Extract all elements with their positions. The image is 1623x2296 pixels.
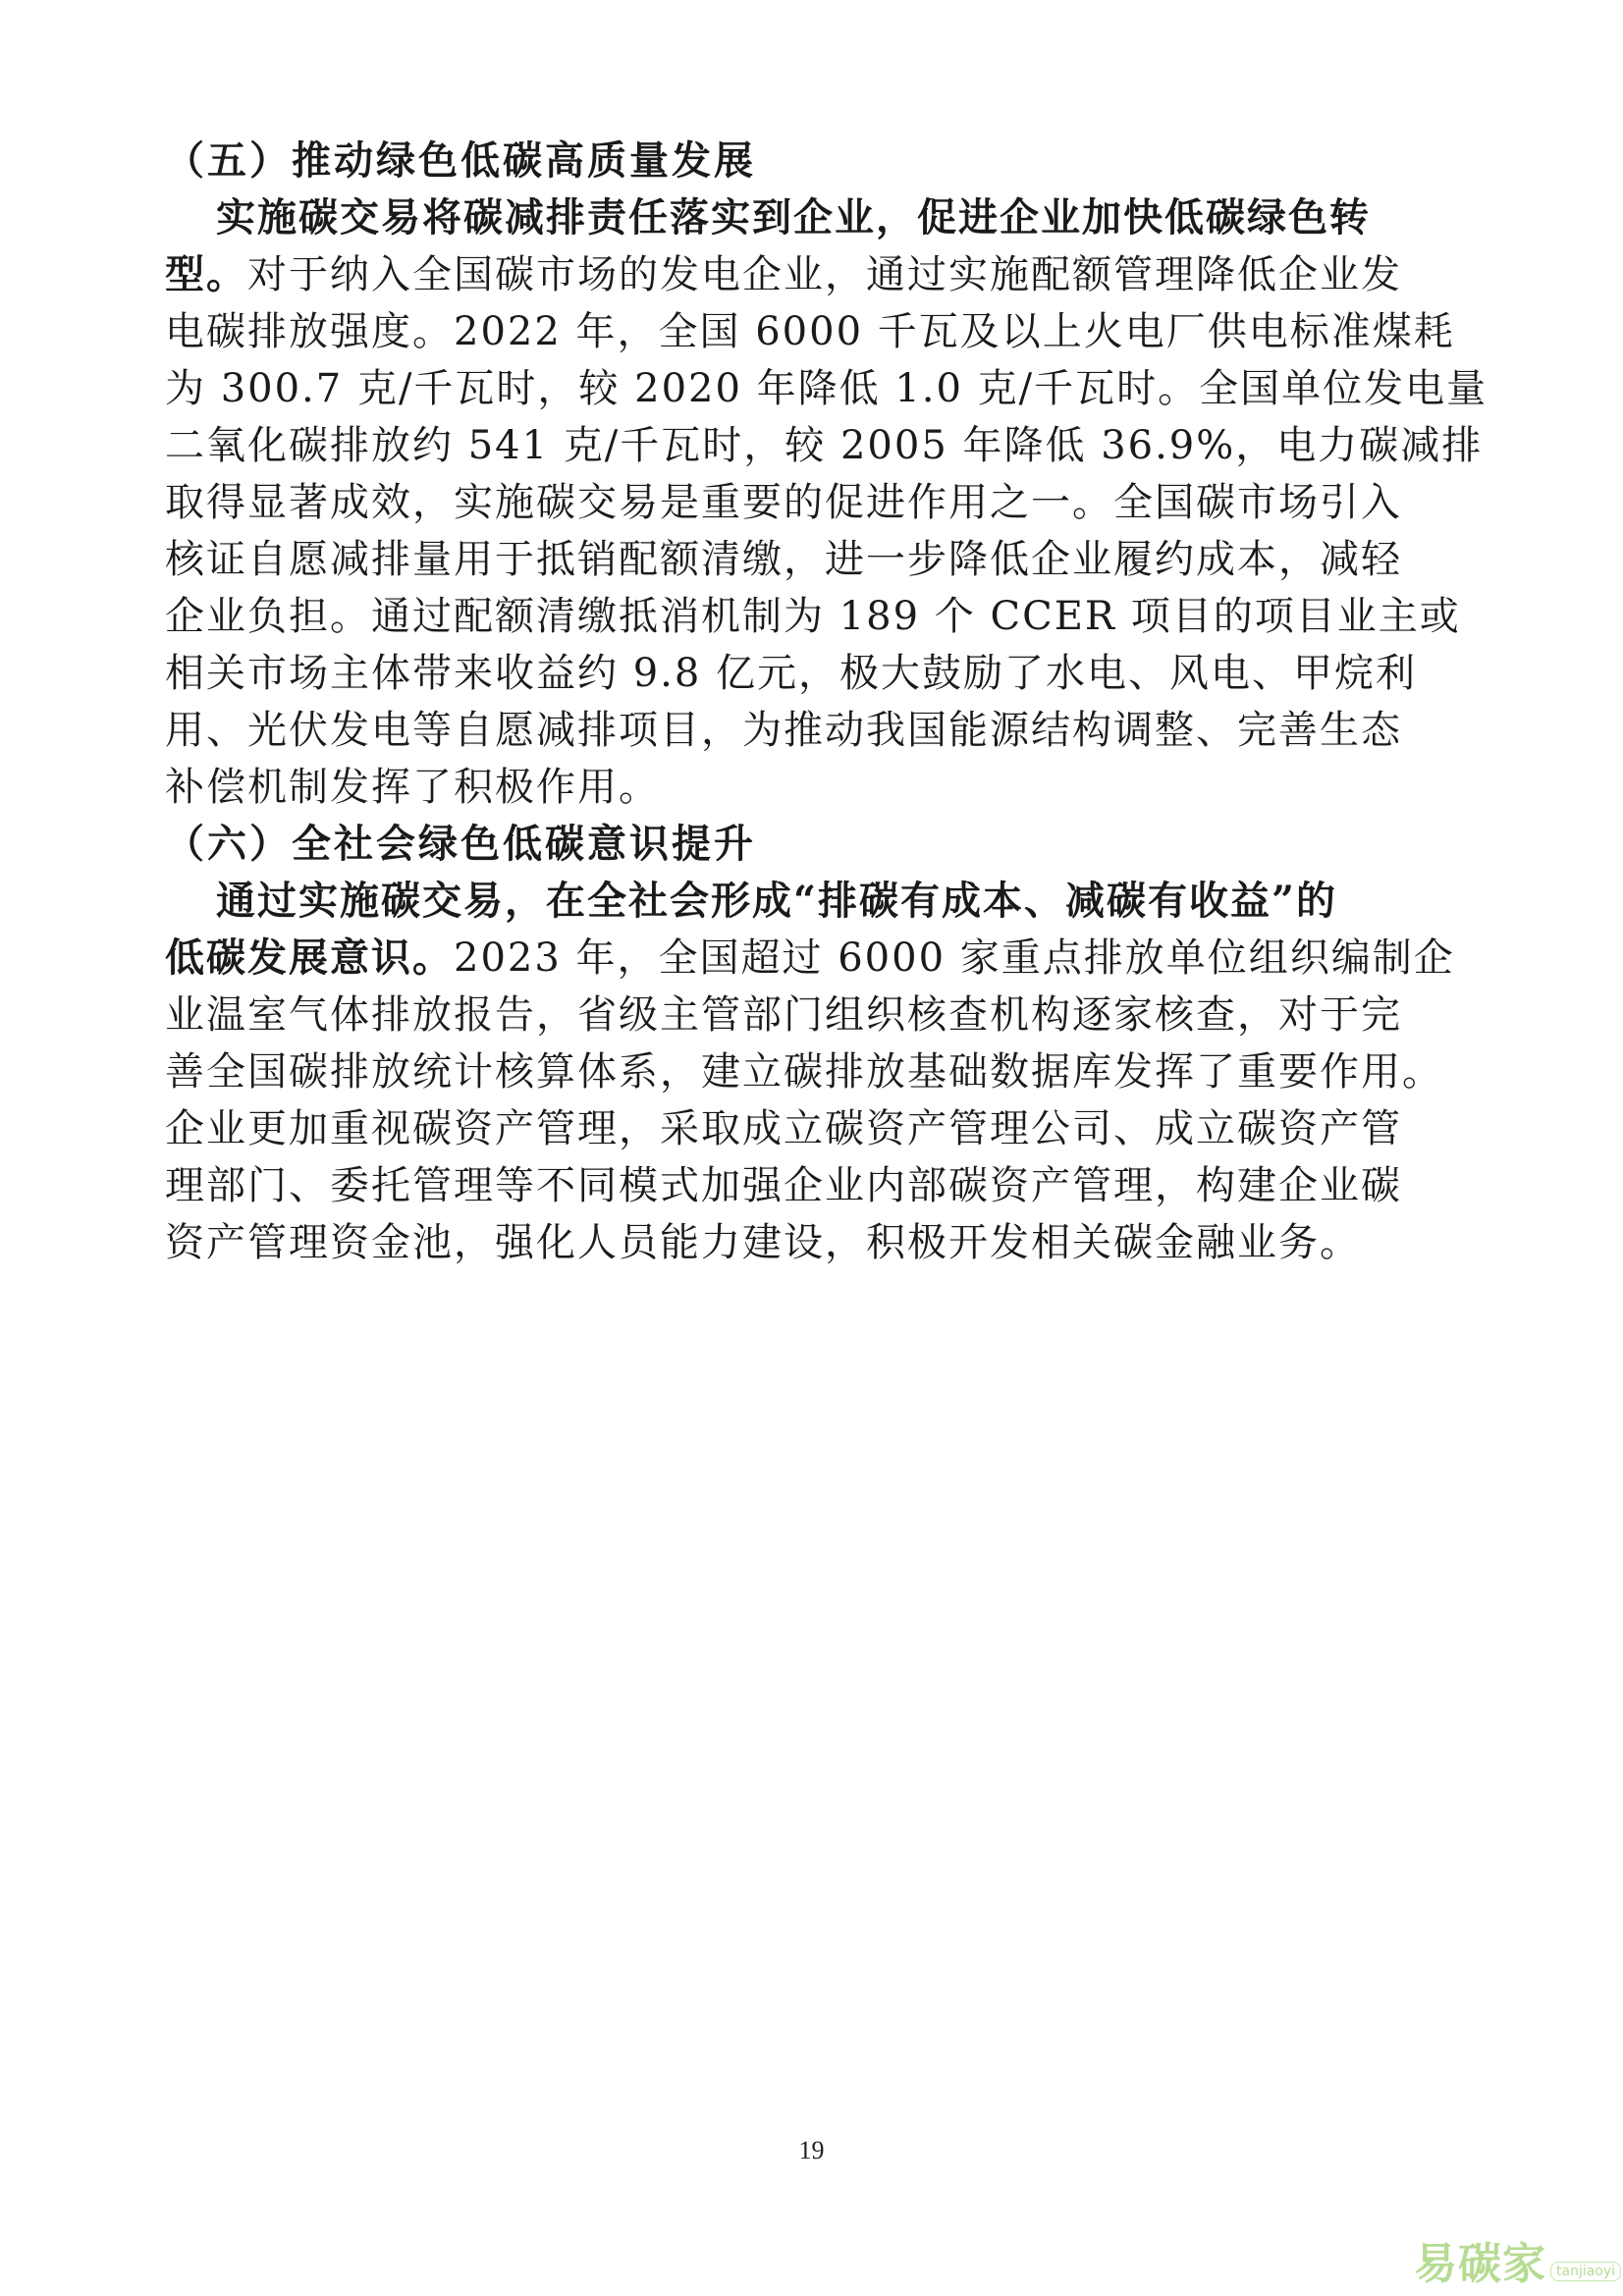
section-heading — [165, 137, 756, 185]
watermark-sub-text: tanjiaoyi — [1550, 2262, 1621, 2281]
line-text: 补偿机制发挥了积极作用。 — [165, 765, 660, 810]
paragraph-line — [165, 1219, 1361, 1266]
page-number: 19 — [798, 2136, 825, 2164]
paragraph-line — [165, 308, 1455, 355]
line-text: 电碳排放强度。2022 年，全国 6000 千瓦及以上火电厂供电标准煤耗 — [165, 309, 1455, 354]
paragraph-line — [165, 593, 1461, 640]
line-text: 用、光伏发电等自愿减排项目，为推动我国能源结构调整、完善生态 — [165, 708, 1402, 753]
paragraph-line — [165, 536, 1402, 583]
paragraph-line — [165, 764, 660, 811]
line-text: 理部门、委托管理等不同模式加强企业内部碳资产管理，构建企业碳 — [165, 1163, 1402, 1208]
bold-lead-text: 型。 — [165, 251, 247, 297]
paragraph-line — [165, 934, 1455, 982]
paragraph-line — [165, 707, 1402, 754]
line-text: （六）全社会绿色低碳意识提升 — [165, 821, 756, 867]
watermark-main-text: 易碳家 — [1414, 2239, 1546, 2289]
paragraph-line — [165, 251, 1402, 298]
line-text: 业温室气体排放报告，省级主管部门组织核查机构逐家核查，对于完 — [165, 992, 1402, 1038]
paragraph-line — [165, 991, 1402, 1039]
line-text: 2023 年，全国超过 6000 家重点排放单位组织编制企 — [454, 935, 1455, 981]
line-text: 企业更加重视碳资产管理，采取成立碳资产管理公司、成立碳资产管 — [165, 1106, 1402, 1151]
line-text: 企业负担。通过配额清缴抵消机制为 189 个 CCER 项目的项目业主或 — [165, 594, 1461, 639]
bold-lead-text: 通过实施碳交易，在全社会形成“排碳有成本、减碳有收益”的 — [216, 878, 1338, 924]
line-text: 核证自愿减排量用于抵销配额清缴，进一步降低企业履约成本，减轻 — [165, 537, 1402, 582]
paragraph-line — [165, 479, 1402, 526]
line-text: 为 300.7 克/千瓦时，较 2020 年降低 1.0 克/千瓦时。全国单位发电量 — [165, 366, 1488, 411]
paragraph-line — [216, 194, 1371, 241]
line-text: 资产管理资金池，强化人员能力建设，积极开发相关碳金融业务。 — [165, 1220, 1361, 1265]
section-heading — [165, 821, 756, 868]
bold-lead-text: 低碳发展意识。 — [165, 934, 454, 981]
line-text: 对于纳入全国碳市场的发电企业，通过实施配额管理降低企业发 — [247, 252, 1402, 297]
paragraph-line — [165, 365, 1488, 412]
line-text: 善全国碳排放统计核算体系，建立碳排放基础数据库发挥了重要作用。 — [165, 1049, 1443, 1095]
paragraph-line — [165, 1162, 1402, 1209]
line-text: 取得显著成效，实施碳交易是重要的促进作用之一。全国碳市场引入 — [165, 480, 1402, 525]
line-text: 二氧化碳排放约 541 克/千瓦时，较 2005 年降低 36.9%，电力碳减排 — [165, 423, 1484, 468]
paragraph-line — [165, 1048, 1443, 1095]
paragraph-line — [165, 650, 1417, 697]
line-text: 相关市场主体带来收益约 9.8 亿元，极大鼓励了水电、风电、甲烷利 — [165, 651, 1418, 696]
watermark-logo — [1414, 2228, 1621, 2291]
paragraph-line — [165, 1105, 1402, 1152]
line-text: （五）推动绿色低碳高质量发展 — [165, 137, 756, 184]
paragraph-line — [216, 878, 1337, 925]
paragraph-line — [165, 422, 1483, 469]
bold-lead-text: 实施碳交易将碳减排责任落实到企业，促进企业加快低碳绿色转 — [216, 194, 1371, 240]
